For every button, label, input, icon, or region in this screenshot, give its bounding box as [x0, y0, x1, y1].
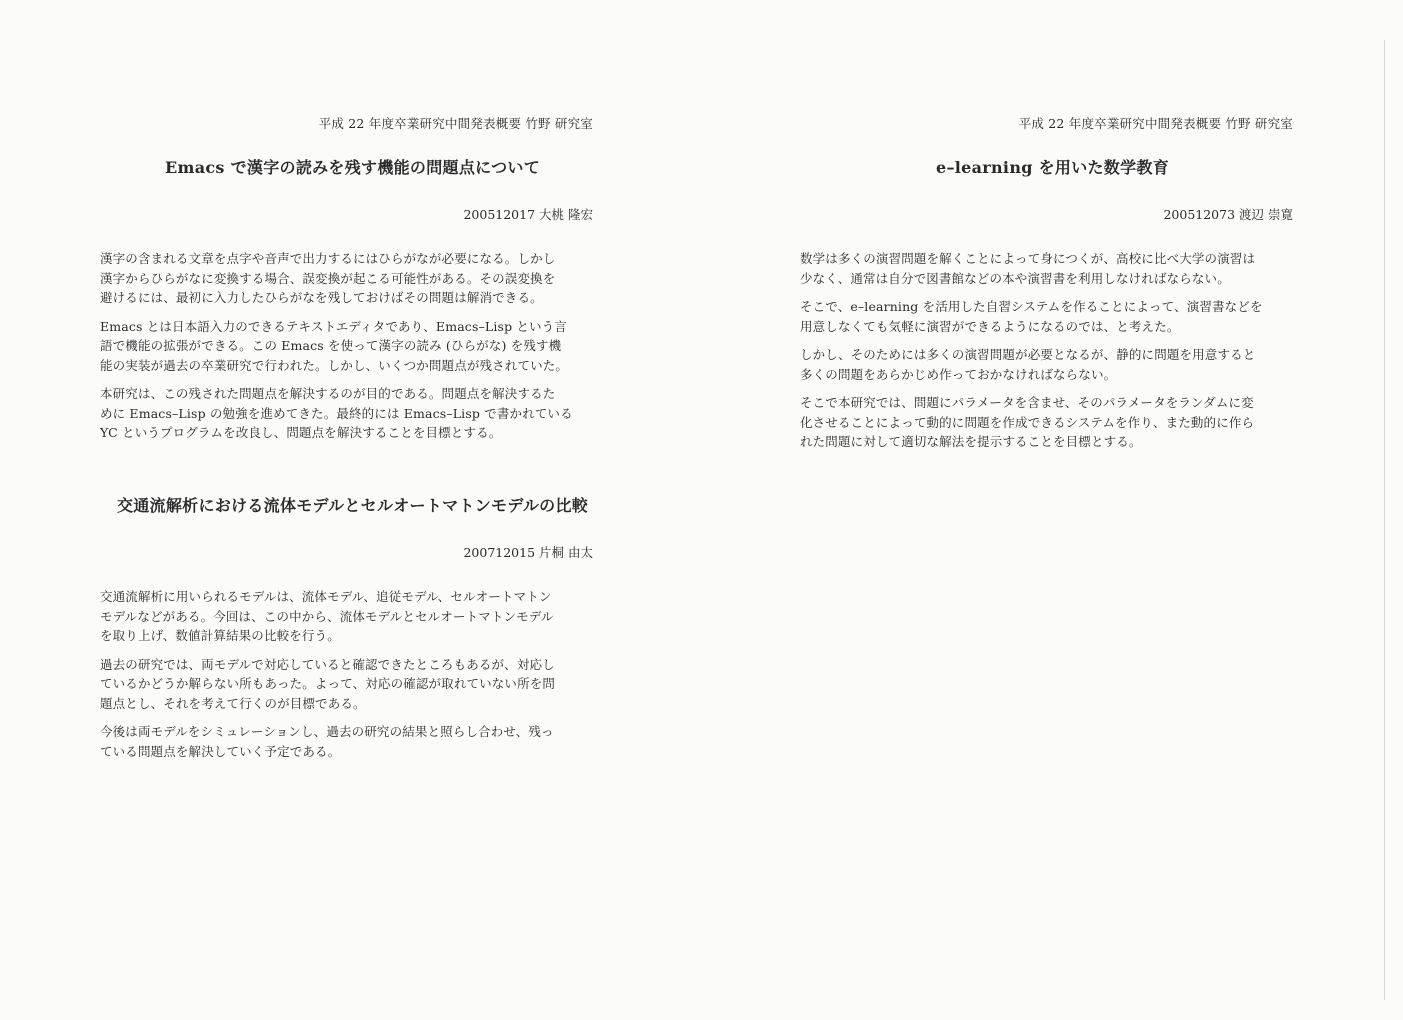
left-page	[100, 0, 605, 1020]
paragraph	[800, 393, 1305, 452]
paragraph	[100, 722, 605, 761]
text-line: 漢字からひらがなに変換する場合、誤変換が起こる可能性がある。その誤変換を	[100, 270, 556, 286]
article-body	[100, 587, 605, 761]
paragraph	[100, 249, 605, 308]
paragraph	[100, 317, 605, 376]
text-line: ているかどうか解らない所もあった。よって、対応の確認が取れていない所を問	[100, 676, 556, 691]
article-title: Emacs で漢字の読みを残す機能の問題点について	[165, 158, 540, 177]
text-line: 避けるには、最初に入力したひらがなを残しておけばその問題は解消できる。	[100, 290, 543, 305]
text-line: 数学は多くの演習問題を解くことによって身につくが、高校に比べ大学の演習は	[800, 251, 1256, 266]
text-line: そこで、e–learning を活用した自習システムを作ることによって、演習書などを	[800, 299, 1263, 314]
text-line: そこで本研究では、問題にパラメータを含ませ、そのパラメータをランダムに変	[800, 395, 1254, 410]
paragraph	[100, 655, 605, 714]
text-line: 多くの問題をあらかじめ作っておかなければならない。	[800, 366, 1117, 382]
right-page	[800, 0, 1305, 1020]
text-line: 化させることによって動的に問題を作成できるシステムを作り、また動的に作ら	[800, 414, 1255, 430]
paragraph	[100, 587, 605, 646]
article-emacs	[100, 155, 605, 452]
paragraph	[100, 384, 605, 443]
text-line: モデルなどがある。今回は、この中から、流体モデルとセルオートマトンモデル	[100, 608, 554, 624]
paragraph	[800, 345, 1305, 384]
text-line: 語で機能の拡張ができる。この Emacs を使って漢字の読み (ひらがな) を残す機	[100, 338, 562, 353]
text-line: しかし、そのためには多くの演習問題が必要となるが、静的に問題を用意すると	[800, 347, 1256, 362]
article-body	[100, 249, 605, 443]
page-header: 平成 22 年度卒業研究中間発表概要 竹野 研究室	[318, 116, 593, 131]
text-line: 漢字の含まれる文章を点字や音声で出力するにはひらがなが必要になる。しかし	[100, 251, 556, 266]
text-line: YC というプログラムを改良し、問題点を解決することを目標とする。	[100, 425, 502, 440]
paragraph	[800, 297, 1305, 336]
text-line: ている問題点を解決していく予定である。	[100, 743, 341, 759]
article-elearning	[800, 155, 1305, 461]
article-traffic	[100, 493, 605, 770]
page-header: 平成 22 年度卒業研究中間発表概要 竹野 研究室	[1018, 116, 1293, 131]
text-line: 交通流解析に用いられるモデルは、流体モデル、追従モデル、セルオートマトン	[100, 589, 552, 604]
text-line: Emacs とは日本語入力のできるテキストエディタであり、Emacs–Lisp という言	[100, 318, 567, 334]
article-author: 200512073 渡辺 崇寛	[1163, 207, 1293, 222]
article-title: 交通流解析における流体モデルとセルオートマトンモデルの比較	[116, 496, 589, 515]
article-author: 200512017 大桃 隆宏	[463, 207, 593, 222]
text-line: 過去の研究では、両モデルで対応していると確認できたところもあるが、対応し	[100, 656, 555, 672]
text-line: 少なく、通常は自分で図書館などの本や演習書を利用しなければならない。	[800, 270, 1230, 286]
article-author: 200712015 片桐 由太	[463, 545, 593, 560]
text-line: 今後は両モデルをシミュレーションし、過去の研究の結果と照らし合わせ、残っ	[100, 724, 554, 739]
article-title: e–learning を用いた数学教育	[935, 158, 1170, 177]
text-line: を取り上げ、数値計算結果の比較を行う。	[100, 628, 340, 643]
text-line: めに Emacs–Lisp の勉強を進めてきた。最終的には Emacs–Lisp で書かれている	[100, 405, 573, 421]
article-body	[800, 249, 1305, 452]
text-line: 用意しなくても気軽に演習ができるようになるのでは、と考えた。	[800, 318, 1180, 334]
text-line: 能の実装が過去の卒業研究で行われた。しかし、いくつか問題点が残されていた。	[100, 357, 569, 373]
text-line: 本研究は、この残された問題点を解決するのが目的である。問題点を解決するた	[100, 386, 556, 401]
text-line: れた問題に対して適切な解法を提示することを目標とする。	[800, 434, 1142, 449]
text-line: 題点とし、それを考えて行くのが目標である。	[100, 695, 366, 711]
paragraph	[800, 249, 1305, 288]
scan-edge-divider	[1384, 40, 1385, 1000]
